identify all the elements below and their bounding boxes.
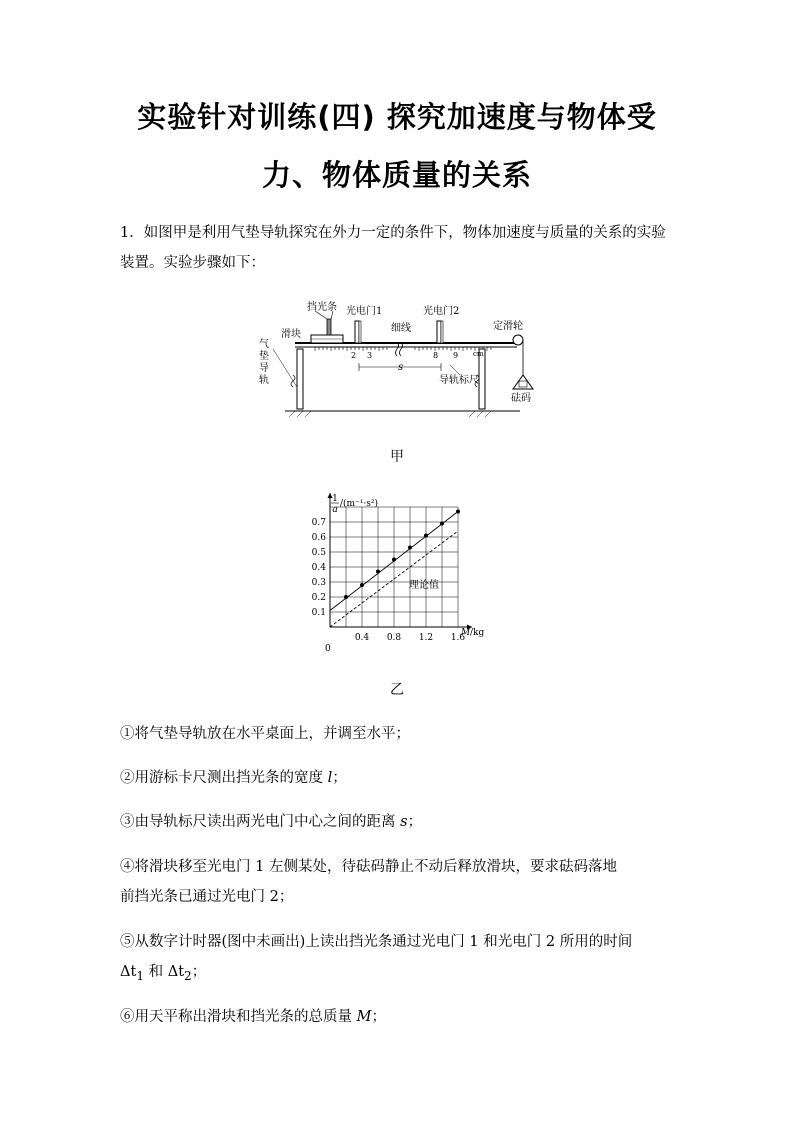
data-point xyxy=(392,558,396,562)
data-point xyxy=(408,546,412,550)
step-2-var: l xyxy=(327,770,333,786)
x-axis-label-unit: /kg xyxy=(470,628,485,638)
distance-s-label: s xyxy=(398,362,404,373)
y-axis-label-numerator: 1 xyxy=(332,494,338,504)
y-axis-label-unit: /(m⁻¹·s²) xyxy=(340,499,379,509)
y-tick-label: 0.5 xyxy=(311,548,326,558)
data-point xyxy=(344,595,348,599)
y-tick-label: 0.7 xyxy=(311,518,326,528)
chart-figure xyxy=(300,485,500,655)
origin-label: 0 xyxy=(325,644,331,654)
step-1: ①将气垫导轨放在水平桌面上，并调至水平； xyxy=(120,726,410,742)
x-tick-label: 1.2 xyxy=(418,633,434,643)
slider-label: 滑块 xyxy=(281,329,301,340)
track-label-3: 导 xyxy=(259,363,269,374)
and-text: 和 xyxy=(144,964,168,980)
tick-label-9: 9 xyxy=(453,351,459,360)
delta-t2-sub: 2 xyxy=(184,968,192,983)
y-tick-label: 0.4 xyxy=(311,563,326,573)
step-5-line-2 xyxy=(120,960,206,983)
track-label-1: 气 xyxy=(259,339,269,350)
unit-cm-label: cm xyxy=(473,350,484,358)
chart-grid xyxy=(330,507,458,627)
tick-label-3: 3 xyxy=(367,351,373,360)
step-5-line-1: ⑤从数字计时器(图中未画出)上读出挡光条通过光电门 1 和光电门 2 所用的时间 xyxy=(120,934,633,950)
figure-yi-caption: 乙 xyxy=(390,682,404,698)
data-point xyxy=(376,570,380,574)
delta-t2: Δt xyxy=(167,964,185,980)
apparatus-figure xyxy=(255,297,545,427)
delta-t1: Δt xyxy=(120,964,137,980)
shutter-label: 挡光条 xyxy=(307,302,337,313)
x-axis-label-var: M xyxy=(461,628,471,638)
x-tick-label: 0.8 xyxy=(386,633,402,643)
gate1-label: 光电门1 xyxy=(346,306,383,317)
x-tick-label: 1.6 xyxy=(450,633,466,643)
step-4-line-2: 前挡光条已通过光电门 2； xyxy=(120,889,294,905)
weight-label: 砝码 xyxy=(511,393,531,404)
y-tick-label: 0.2 xyxy=(311,593,326,603)
y-tick-label: 0.1 xyxy=(311,608,326,618)
tick-label-8: 8 xyxy=(433,351,439,360)
step-2-text: ②用游标卡尺测出挡光条的宽度 xyxy=(120,770,328,786)
step-6 xyxy=(120,1005,386,1026)
tick-label-2: 2 xyxy=(351,351,357,360)
step-6-text: ⑥用天平称出滑块和挡光条的总质量 xyxy=(120,1009,357,1025)
step-5-end: ； xyxy=(191,964,207,980)
data-point xyxy=(360,583,364,587)
step-4-line-1: ④将滑块移至光电门 1 左侧某处，待砝码静止不动后释放滑块，要求砝码落地 xyxy=(120,859,617,875)
x-tick-label: 0.4 xyxy=(354,633,370,643)
question-intro: 1．如图甲是利用气垫导轨探究在外力一定的条件下，物体加速度与质量的关系的实验装置。实验步骤如下： xyxy=(120,225,666,271)
delta-t1-sub: 1 xyxy=(136,968,144,983)
step-3-end: ； xyxy=(407,814,423,830)
step-6-var: M xyxy=(356,1009,372,1025)
pulley-label: 定滑轮 xyxy=(493,321,523,332)
page-title-line1: 实验针对训练(四) 探究加速度与物体受 xyxy=(137,100,657,134)
scale-label: 导轨标尺 xyxy=(439,375,479,386)
track-label-2: 垫 xyxy=(259,351,269,362)
gate2-label: 光电门2 xyxy=(423,306,460,317)
step-2 xyxy=(120,766,347,787)
chart-axes xyxy=(328,493,473,630)
page-title-line2: 力、物体质量的关系 xyxy=(261,158,532,192)
data-point xyxy=(456,510,460,514)
string-label: 细线 xyxy=(391,323,411,334)
y-tick-label: 0.3 xyxy=(311,578,326,588)
track-label-4: 轨 xyxy=(259,375,269,386)
data-point xyxy=(424,534,428,538)
y-tick-label: 0.6 xyxy=(311,533,326,543)
step-3-text: ③由导轨标尺读出两光电门中心之间的距离 xyxy=(120,814,401,830)
step-3-var: s xyxy=(400,814,408,830)
step-2-end: ； xyxy=(332,770,347,786)
y-axis-label-denominator: a xyxy=(332,505,338,515)
step-3 xyxy=(120,810,422,831)
theory-annotation: 理论值 xyxy=(409,580,439,591)
step-6-end: ； xyxy=(371,1009,386,1025)
figure-jia-caption: 甲 xyxy=(390,449,404,465)
data-point xyxy=(440,522,444,526)
